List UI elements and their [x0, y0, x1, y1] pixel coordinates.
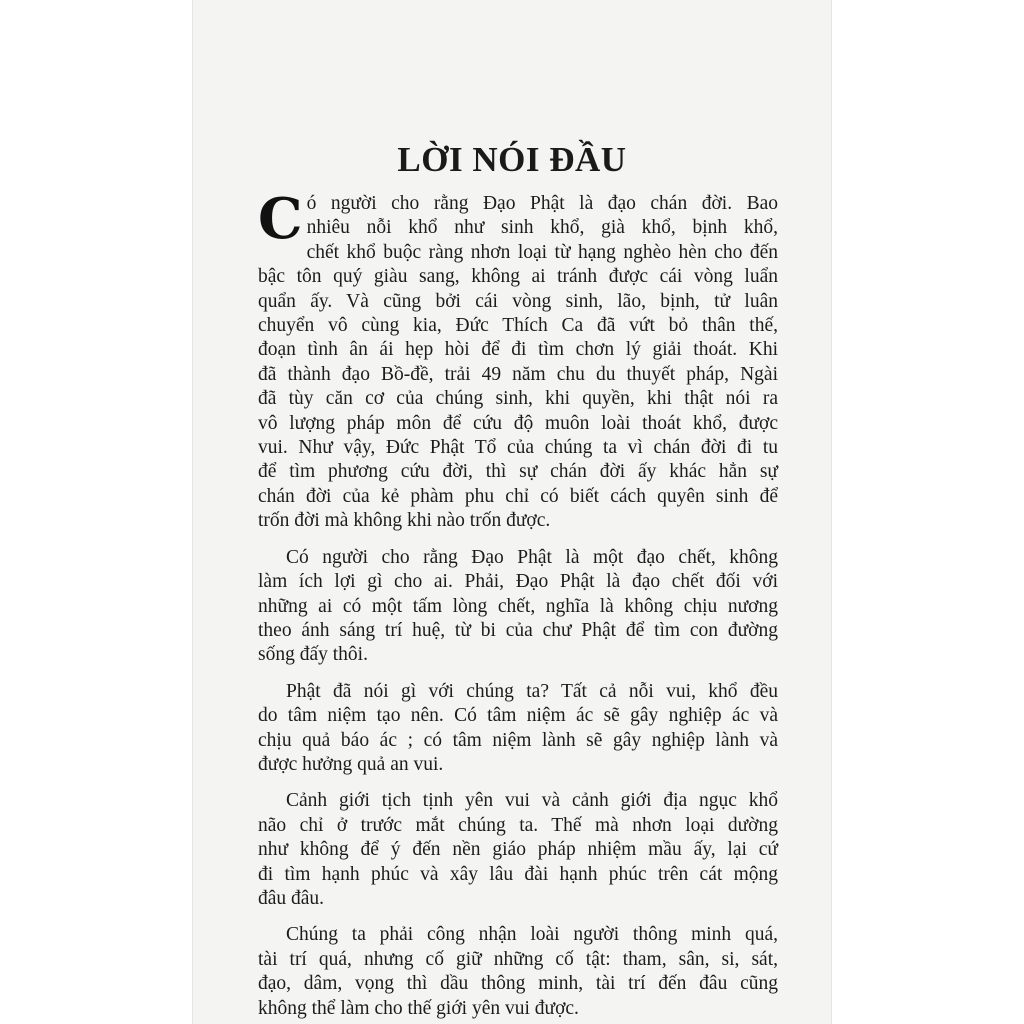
text-line: đi tìm hạnh phúc và xây lâu đài hạnh phúc trên cát mộng	[258, 863, 778, 885]
text-line: sống đấy thôi.	[258, 644, 368, 666]
text-line: được hưởng quả an vui.	[258, 753, 444, 775]
left-blank-margin	[0, 0, 192, 1024]
text-line: Chúng ta phải công nhận loài người thông minh quá,	[286, 924, 778, 946]
text-line: làm ích lợi gì cho ai. Phải, Đạo Phật là đạo chết đối với	[258, 571, 778, 593]
text-line: vô lượng pháp môn để cứu độ muôn loài thoát khổ, được	[258, 412, 778, 434]
text-line: đã thành đạo Bồ-đề, trải 49 năm chu du thuyết pháp, Ngài	[258, 363, 778, 385]
text-line: Có người cho rằng Đạo Phật là một đạo chết, không	[286, 546, 778, 568]
text-line: đâu đâu.	[258, 887, 325, 909]
text-line: đã tùy căn cơ của chúng sinh, khi quyền, khi thật nói ra	[258, 388, 778, 410]
text-line: chuyển vô cùng kia, Đức Thích Ca đã vứt bỏ thân thế,	[258, 315, 778, 337]
paragraph-5	[258, 923, 778, 1021]
text-line: trốn đời mà không khi nào trốn được.	[258, 510, 551, 532]
text-line: tài trí quá, nhưng cố giữ những cố tật: tham, sân, si, sát,	[258, 948, 778, 970]
text-line: quẩn ấy. Và cũng bởi cái vòng sinh, lão, bịnh, tử luân	[258, 290, 778, 312]
paragraph-4	[258, 789, 778, 911]
page-body	[258, 186, 778, 1021]
text-line: chán đời của kẻ phàm phu chỉ có biết cách quyên sinh để	[258, 485, 778, 507]
paragraph-3	[258, 680, 778, 778]
page-title: LỜI NÓI ĐẦU	[397, 140, 627, 179]
text-line: những ai có một tấm lòng chết, nghĩa là không chịu nương	[258, 595, 778, 617]
paragraph-2	[258, 546, 778, 668]
text-line: ó người cho rằng Đạo Phật là đạo chán đời. Bao	[306, 193, 778, 214]
text-line: không thể làm cho thế giới yên vui được.	[258, 997, 579, 1019]
text-line: chịu quả báo ác ; có tâm niệm lành sẽ gây nghiệp lành và	[258, 729, 778, 751]
book-page	[192, 0, 832, 1024]
text-line: theo ánh sáng trí huệ, từ bi của chư Phật để tìm con đường	[258, 619, 778, 641]
text-line: đoạn tình ân ái hẹp hòi để đi tìm chơn lý giải thoát. Khi	[258, 339, 778, 361]
text-line: nhiêu nỗi khổ như sinh khổ, già khổ, bịnh khổ,	[306, 217, 778, 239]
text-line: chết khổ buộc ràng nhơn loại từ hạng nghèo hèn cho đến	[306, 241, 778, 263]
text-line: Phật đã nói gì với chúng ta? Tất cả nỗi vui, khổ đều	[286, 680, 778, 702]
text-line: vui. Như vậy, Đức Phật Tổ của chúng ta vì chán đời đi tu	[258, 437, 778, 459]
text-line: đạo, dâm, vọng thì dầu thông minh, tài trí đến đâu cũng	[258, 973, 778, 995]
text-line: như không để ý đến nền giáo pháp nhiệm mầu ấy, lại cứ	[258, 839, 778, 861]
text-line: do tâm niệm tạo nên. Có tâm niệm ác sẽ gây nghiệp ác và	[258, 705, 778, 727]
paragraph-1	[258, 186, 778, 534]
text-line: não chỉ ở trước mắt chúng ta. Thế mà nhơn loại dường	[258, 814, 778, 836]
text-line: bậc tôn quý giàu sang, không ai tránh được cái vòng luẩn	[258, 266, 778, 288]
text-line: Cảnh giới tịch tịnh yên vui và cảnh giới địa ngục khổ	[286, 790, 778, 812]
drop-cap-letter: C	[258, 186, 303, 252]
text-line: để tìm phương cứu đời, thì sự chán đời ấy khác hẳn sự	[258, 461, 778, 483]
